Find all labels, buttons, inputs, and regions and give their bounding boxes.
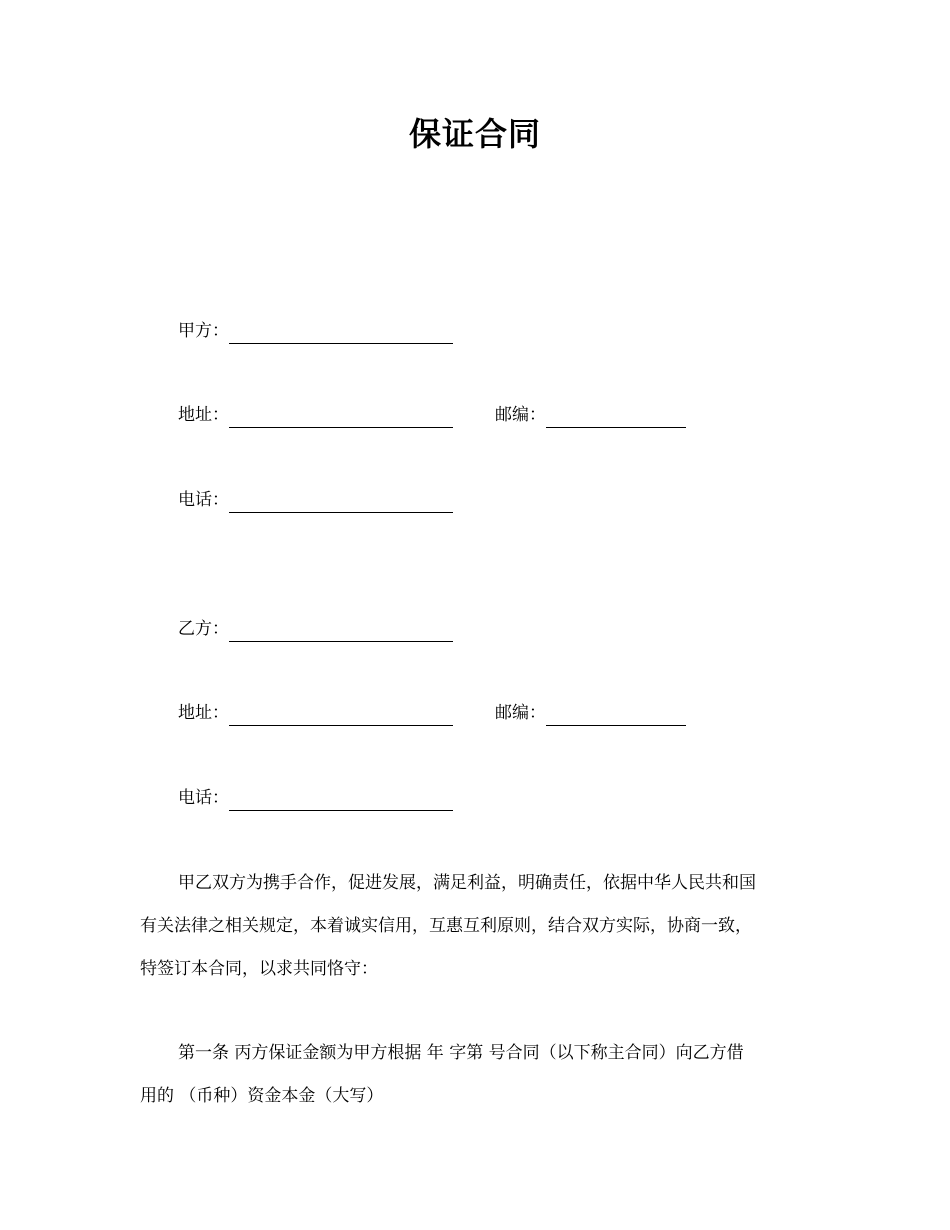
- party-b-postcode-field[interactable]: [546, 703, 686, 726]
- party-a-phone-label: 电话：: [178, 490, 229, 510]
- party-a-postcode-label: 邮编：: [495, 405, 546, 425]
- party-a-phone-field[interactable]: [229, 490, 453, 513]
- party-a-address-label: 地址：: [178, 405, 229, 425]
- preamble-line-1: 甲乙双方为携手合作，促进发展，满足利益，明确责任，依据中华人民共和国: [178, 873, 756, 893]
- party-a-name-row: [178, 318, 453, 344]
- article-1-line-1: 第一条 丙方保证金额为甲方根据 年 字第 号合同（以下称主合同）向乙方借: [178, 1043, 744, 1063]
- party-b-name-row: [178, 616, 453, 642]
- preamble-line-2: 有关法律之相关规定，本着诚实信用，互惠互利原则，结合双方实际，协商一致，: [140, 916, 752, 936]
- party-b-phone-row: [178, 785, 453, 811]
- party-a-postcode-field[interactable]: [546, 405, 686, 428]
- party-a-address-field[interactable]: [229, 405, 453, 428]
- party-b-postcode-group: [495, 700, 686, 726]
- party-b-name-field[interactable]: [229, 619, 453, 642]
- party-b-postcode-label: 邮编：: [495, 703, 546, 723]
- party-a-address-row: [178, 402, 698, 428]
- article-1-line-2: 用的 （币种）资金本金（大写）: [140, 1086, 384, 1106]
- party-b-address-row: [178, 700, 698, 726]
- party-b-address-field[interactable]: [229, 703, 453, 726]
- preamble-line-3: 特签订本合同，以求共同恪守：: [140, 959, 378, 979]
- party-a-phone-row: [178, 487, 453, 513]
- party-b-phone-label: 电话：: [178, 788, 229, 808]
- article-1-paragraph: [140, 1032, 820, 1118]
- party-b-phone-field[interactable]: [229, 788, 453, 811]
- party-b-name-label: 乙方：: [178, 619, 229, 639]
- party-a-postcode-group: [495, 402, 686, 428]
- party-b-address-label: 地址：: [178, 703, 229, 723]
- party-a-name-field[interactable]: [229, 321, 453, 344]
- party-a-name-label: 甲方：: [178, 321, 229, 341]
- page-title: 保证合同: [408, 115, 541, 153]
- preamble-paragraph: [140, 862, 820, 991]
